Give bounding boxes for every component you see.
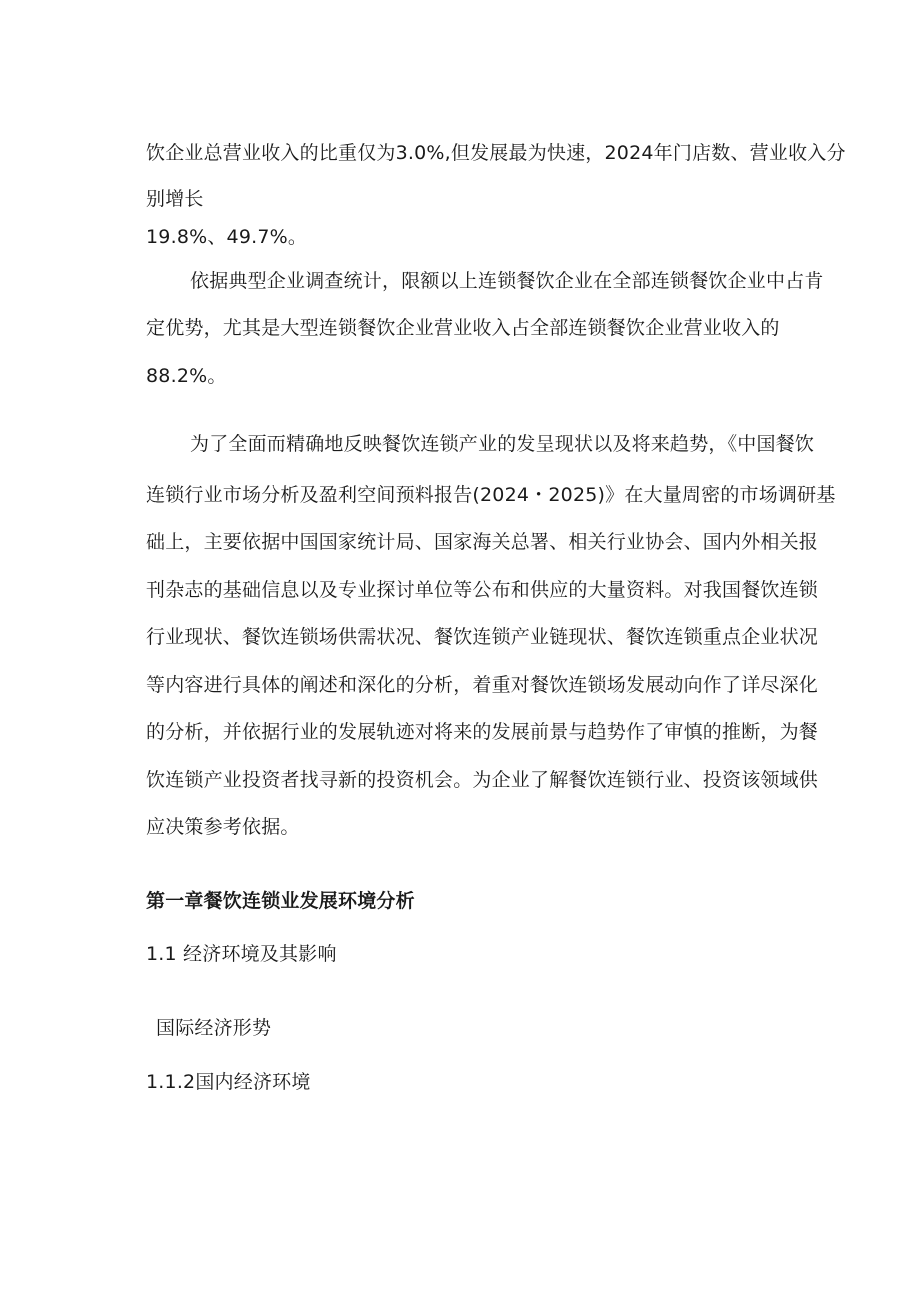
- paragraph-3-line-4: 刊杂志的基础信息以及专业探讨单位等公布和供应的大量资料。对我国餐饮连锁: [146, 579, 819, 601]
- paragraph-1-line-3: 19.8%、49.7%。: [146, 226, 308, 248]
- section-1-1-1-title: 国际经济形势: [156, 1017, 272, 1039]
- paragraph-2-line-1: 依据典型企业调查统计，限额以上连锁餐饮企业在全部连锁餐饮企业中占肯: [190, 270, 824, 292]
- paragraph-1-line-1: 饮企业总营业收入的比重仅为3.0%,但发展最为快速，2024年门店数、营业收入分: [146, 142, 846, 164]
- chapter-1-title: 第一章餐饮连锁业发展环境分析: [146, 890, 415, 912]
- paragraph-3-line-9: 应决策参考依据。: [146, 816, 300, 838]
- paragraph-3-line-3: 础上，主要依据中国国家统计局、国家海关总署、相关行业协会、国内外相关报: [146, 531, 819, 553]
- paragraph-3-line-5: 行业现状、餐饮连锁场供需状况、餐饮连锁产业链现状、餐饮连锁重点企业状况: [146, 626, 819, 648]
- paragraph-2-line-2: 定优势，尤其是大型连锁餐饮企业营业收入占全部连锁餐饮企业营业收入的: [146, 317, 780, 339]
- paragraph-3-line-8: 饮连锁产业投资者找寻新的投资机会。为企业了解餐饮连锁行业、投资该领域供: [146, 769, 819, 791]
- paragraph-3-line-6: 等内容进行具体的阐述和深化的分析，着重对餐饮连锁场发展动向作了详尽深化: [146, 674, 819, 696]
- section-1-1-title: 1.1 经济环境及其影响: [146, 943, 337, 965]
- paragraph-3-line-2: 连锁行业市场分析及盈利空间预料报告(2024・2025)》在大量周密的市场调研基: [146, 484, 836, 506]
- paragraph-3-line-7: 的分析，并依据行业的发展轨迹对将来的发展前景与趋势作了审慎的推断，为餐: [146, 721, 819, 743]
- section-1-1-2-title: 1.1.2国内经济环境: [146, 1071, 311, 1093]
- paragraph-3-line-1: 为了全面而精确地反映餐饮连锁产业的发呈现状以及将来趋势，《中国餐饮: [190, 433, 815, 455]
- paragraph-2-line-3: 88.2%。: [146, 365, 227, 387]
- paragraph-1-line-2: 别增长: [146, 188, 204, 210]
